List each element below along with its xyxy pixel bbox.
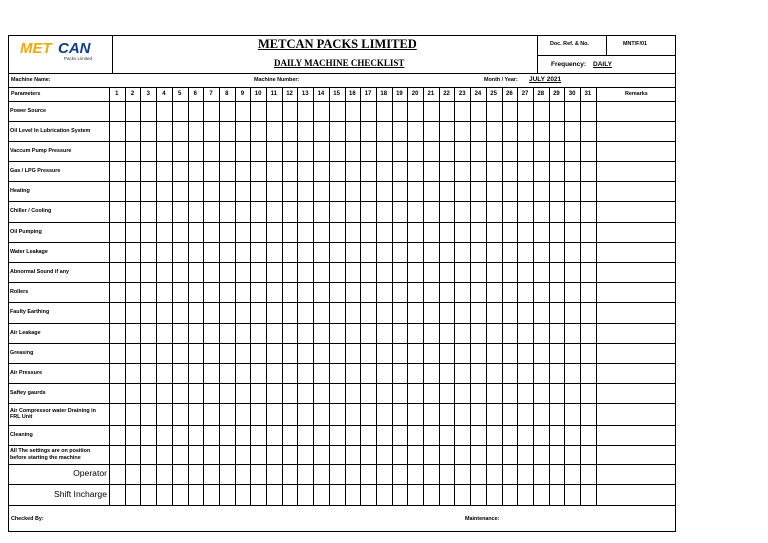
day-column-header: 24 <box>474 91 482 97</box>
maintenance-label: Maintenance: <box>465 516 500 522</box>
machine-name-label: Machine Name: <box>11 77 51 83</box>
grid-line <box>470 87 471 505</box>
day-column-header: 22 <box>443 91 450 97</box>
day-column-header: 4 <box>162 91 166 97</box>
grid-line <box>282 87 283 505</box>
parameter-label: Greasing <box>10 349 34 356</box>
parameter-label: Water Leakage <box>10 248 48 255</box>
grid-line <box>606 35 607 55</box>
parameter-label: Oil Level In Lubrication System <box>10 127 91 134</box>
logo-text-can: CAN <box>58 40 91 57</box>
grid-line <box>517 87 518 505</box>
day-column-header: 28 <box>537 91 545 97</box>
company-logo <box>20 40 102 62</box>
day-column-header: 6 <box>193 91 198 97</box>
day-column-header: 3 <box>146 91 150 97</box>
parameter-label: Air Leakage <box>10 329 41 336</box>
grid-line <box>537 35 538 73</box>
parameter-label: Abnormal Sound if any <box>10 268 69 275</box>
day-column-header: 1 <box>115 91 119 97</box>
grid-line <box>596 87 597 505</box>
parameter-label: Saftey gaurds <box>10 389 46 396</box>
month-year-value: JULY 2021 <box>529 76 562 83</box>
parameter-label: Faulty Earthing <box>10 309 50 316</box>
day-column-header: 29 <box>553 91 560 97</box>
grid-line <box>533 87 534 505</box>
grid-line <box>219 87 220 505</box>
grid-line <box>8 73 676 74</box>
grid-line <box>188 87 189 505</box>
logo-subtext: Packs Limited <box>64 56 93 61</box>
parameters-header: Parameters <box>11 91 41 97</box>
grid-line <box>564 87 565 505</box>
day-column-header: 26 <box>506 91 513 97</box>
grid-line <box>313 87 314 505</box>
grid-line <box>250 87 251 505</box>
day-column-header: 15 <box>333 91 340 97</box>
grid-line <box>423 87 424 505</box>
grid-line <box>172 87 173 505</box>
machine-number-label: Machine Number: <box>254 77 300 83</box>
grid-line <box>392 87 393 505</box>
grid-line <box>266 87 267 505</box>
grid-line <box>486 87 487 505</box>
grid-line <box>502 87 503 505</box>
day-column-header: 20 <box>411 91 419 97</box>
day-column-header: 27 <box>521 91 529 97</box>
grid-line <box>297 87 298 505</box>
grid-line <box>345 87 346 505</box>
day-column-header: 8 <box>225 91 229 97</box>
grid-line <box>203 87 204 505</box>
grid-line <box>407 87 408 505</box>
day-column-header: 25 <box>490 91 497 97</box>
parameter-label: All The settings are on position before starting the machine <box>10 448 91 461</box>
day-column-header: 17 <box>364 91 372 97</box>
day-column-header: 5 <box>177 91 182 97</box>
day-column-header: 30 <box>568 91 576 97</box>
day-column-header: 18 <box>380 91 388 97</box>
parameter-label: Power Source <box>10 107 46 114</box>
frequency-label: Frequency: <box>551 61 587 68</box>
day-column-header: 12 <box>286 91 293 97</box>
parameter-label: Chiller / Cooling <box>10 208 52 215</box>
parameter-label: Rollers <box>10 288 29 295</box>
day-column-header: 21 <box>427 91 435 97</box>
day-column-header: 13 <box>301 91 309 97</box>
day-column-header: 9 <box>240 91 245 97</box>
grid-line <box>125 87 126 505</box>
checklist-title: DAILY MACHINE CHECKLIST <box>274 58 405 68</box>
logo-text-met: MET <box>20 40 52 57</box>
frequency-value: DAILY <box>593 61 612 68</box>
day-column-header: 10 <box>254 91 262 97</box>
parameter-label: Air Compressor water Draining in FRL Unit <box>10 407 96 420</box>
month-year-label: Month / Year: <box>484 77 518 83</box>
parameter-label: Vaccum Pump Pressure <box>10 147 72 154</box>
day-column-header: 2 <box>130 91 135 97</box>
remarks-header: Remarks <box>625 91 648 97</box>
signature-row-label: Shift Incharge <box>53 488 107 499</box>
day-column-header: 7 <box>209 91 213 97</box>
grid-line <box>549 87 550 505</box>
grid-line <box>329 87 330 505</box>
day-column-header: 31 <box>584 91 592 97</box>
grid-line <box>537 55 676 56</box>
grid-line <box>439 87 440 505</box>
parameter-label: Oil Pumping <box>10 228 42 235</box>
doc-ref-value: MNT/F/01 <box>623 41 647 47</box>
grid-line <box>580 87 581 505</box>
company-name: METCAN PACKS LIMITED <box>258 37 417 51</box>
day-column-header: 16 <box>349 91 356 97</box>
day-column-header: 19 <box>396 91 403 97</box>
signature-row-label: Operator <box>73 468 107 478</box>
parameter-label: Air Pressure <box>10 369 43 376</box>
grid-line <box>235 87 236 505</box>
parameter-label: Cleaning <box>10 431 33 438</box>
day-column-header: 23 <box>458 91 466 97</box>
grid-line <box>112 35 113 73</box>
day-column-header: 14 <box>317 91 325 97</box>
grid-line <box>140 87 141 505</box>
day-column-header: 11 <box>270 91 278 97</box>
grid-line <box>8 505 676 506</box>
grid-line <box>156 87 157 505</box>
parameter-label: Gas / LPG Pressure <box>10 167 61 174</box>
grid-line <box>360 87 361 505</box>
grid-line <box>376 87 377 505</box>
parameter-label: Heating <box>10 187 30 194</box>
grid-line <box>454 87 455 505</box>
doc-ref-label: Doc. Ref. & No. <box>550 41 589 47</box>
grid-line <box>109 87 110 505</box>
checked-by-label: Checked By: <box>11 516 44 522</box>
